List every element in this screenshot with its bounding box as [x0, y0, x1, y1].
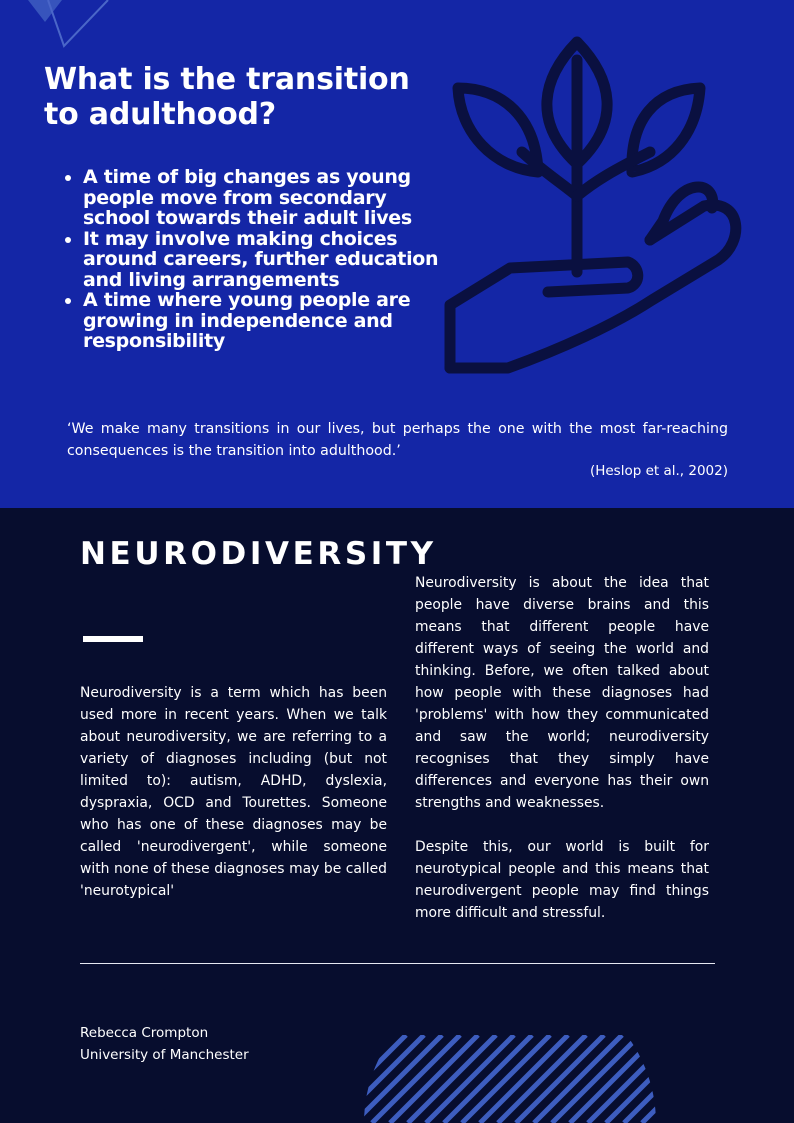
paragraph-right-2: Despite this, our world is built for neurotypical people and this means that neurodivergent people may find things more difficult and stressful.	[415, 839, 709, 921]
paragraph-right-1: Neurodiversity is about the idea that people have diverse brains and this means that different people have different ways of seeing the world and thinking. Before, we often talked about how people with these diagnoses had 'problems' with how they communicated and saw the world; neurodiversity recognises that they simply have differences and everyone has their own strengths and weaknesses.	[415, 575, 709, 811]
page-title: What is the transition to adulthood?	[44, 62, 410, 132]
divider	[80, 963, 715, 964]
author-block	[80, 1022, 249, 1066]
section-heading: NEURODIVERSITY	[80, 536, 437, 572]
intro-section	[0, 0, 794, 508]
striped-semicircle-decoration	[364, 1035, 656, 1123]
paragraph-left: Neurodiversity is a term which has been used more in recent years. When we talk about neurodiversity, we are referring to a variety of diagnoses including (but not limited to): autism, ADHD, dyslexia, dyspraxia, OCD and Tourettes. Someone who has one of these diagnoses may be called 'neurodivergent', while someone with none of these diagnoses may be called 'neurotypical'	[80, 685, 387, 899]
list-item: • A time of big changes as young people move from secondary school towards their adult lives	[83, 167, 455, 229]
bullet-list	[56, 167, 455, 352]
author-affiliation: University of Manchester	[80, 1047, 249, 1063]
heading-underline	[83, 636, 143, 642]
diamond-decoration	[0, 0, 120, 50]
author-name: Rebecca Crompton	[80, 1025, 209, 1041]
citation: (Heslop et al., 2002)	[589, 463, 728, 479]
list-item: • A time where young people are growing in independence and responsibility	[83, 290, 455, 352]
list-item: • It may involve making choices around careers, further education and living arrangements	[83, 229, 455, 291]
quote: ‘We make many transitions in our lives, but perhaps the one with the most far-reaching consequences is the transition into adulthood.’	[67, 421, 728, 459]
neurodiversity-section	[0, 508, 794, 1123]
hand-holding-plant-icon	[438, 36, 750, 378]
